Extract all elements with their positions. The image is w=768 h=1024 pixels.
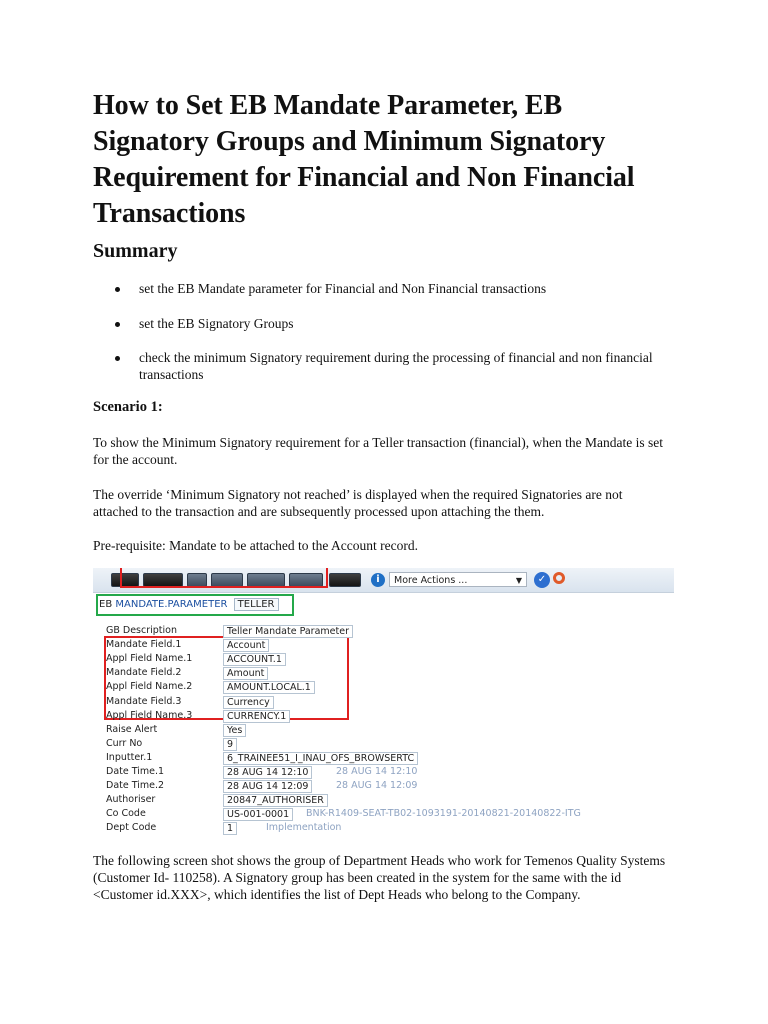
field-value[interactable]: 9	[223, 738, 237, 751]
record-id[interactable]: TELLER	[234, 598, 279, 611]
document-title: How to Set EB Mandate Parameter, EB Signatory Groups and Minimum Signatory Requirement for Financial and Non Financial Transactions	[93, 90, 635, 229]
application-bar: EB MANDATE.PARAMETER TELLER	[99, 598, 279, 611]
embedded-screenshot	[93, 568, 674, 835]
field-label: Mandate Field.3	[106, 695, 182, 707]
field-value[interactable]: Teller Mandate Parameter	[223, 625, 353, 638]
field-label: Appl Field Name.1	[106, 653, 193, 665]
field-value[interactable]: 28 AUG 14 12:09	[223, 780, 312, 793]
field-value[interactable]: Account	[223, 639, 269, 652]
field-value[interactable]: 1	[223, 822, 237, 835]
toolbar-highlight-box	[120, 568, 328, 588]
info-icon[interactable]: i	[371, 573, 385, 587]
help-ring-icon[interactable]	[553, 572, 565, 584]
field-label: Appl Field Name.3	[106, 709, 193, 721]
scenario-heading: Scenario 1:	[93, 399, 163, 415]
field-value[interactable]: Currency	[223, 696, 274, 709]
record-highlight-box	[96, 594, 294, 616]
field-enrichment: 28 AUG 14 12:10	[336, 766, 418, 777]
field-enrichment: Implementation	[266, 822, 342, 834]
field-value[interactable]: ACCOUNT.1	[223, 653, 286, 666]
field-label: Appl Field Name.2	[106, 681, 193, 693]
field-label: Date Time.1	[106, 766, 165, 777]
field-label: Raise Alert	[106, 723, 158, 735]
field-value[interactable]: 28 AUG 14 12:10	[223, 766, 312, 779]
field-enrichment: BNK-R1409-SEAT-TB02-1093191-20140821-20140822-ITG	[306, 808, 581, 820]
field-label: Mandate Field.2	[106, 667, 182, 679]
field-value[interactable]: Amount	[223, 667, 268, 680]
bullet-icon	[115, 322, 120, 327]
field-label: Curr No	[106, 737, 143, 749]
field-label: Mandate Field.1	[106, 639, 182, 651]
field-label: Inputter.1	[106, 751, 153, 763]
closing-paragraph: The following screen shot shows the group of Department Heads who work for Temenos Quality Systems (Customer Id- 110258). A Signatory group has been created in the system for the same with the id <Customer id.XXX>, which identifies the list of Dept Heads who belong to the Company.	[93, 853, 666, 902]
field-value[interactable]: Yes	[223, 724, 246, 737]
summary-heading: Summary	[93, 240, 178, 262]
field-label: Dept Code	[106, 822, 157, 834]
commit-icon[interactable]: ✓	[534, 572, 550, 588]
bullet-icon	[115, 287, 120, 292]
scenario-paragraph-2: The override ‘Minimum Signatory not reached’ is displayed when the required Signatories are not attached to the transaction and are subsequently processed upon attaching the them.	[93, 487, 623, 519]
field-value[interactable]: US-001-0001	[223, 808, 293, 821]
field-label: Date Time.2	[106, 780, 165, 792]
chevron-down-icon: ▼	[515, 576, 522, 585]
field-label: Co Code	[106, 808, 146, 820]
application-name[interactable]: MANDATE.PARAMETER	[115, 599, 228, 610]
field-enrichment: 28 AUG 14 12:09	[336, 780, 418, 792]
field-value[interactable]: 20847_AUTHORISER	[223, 794, 328, 807]
field-value[interactable]: AMOUNT.LOCAL.1	[223, 681, 315, 694]
document-page: How to Set EB Mandate Parameter, EB Signatory Groups and Minimum Signatory Requirement for Financial and Non Financial Transactions Summary set the EB Mandate parameter for Financial and Non Financial transactions set the EB Signatory Groups check the minimum Signatory requirement during the processing of financial and non financial transactions Scenario 1: To show the Minimum Signatory requirement for a Teller transaction (financial), when the Mandate is set for the account. The override ‘Minimum Signatory not reached’ is displayed when the required Signatories are not attached to the transaction and are subsequently processed upon attaching the them. Pre-requisite: Mandate to be attached to the Account record. i More Actions ... ▼ ✓ EB MANDATE.PARAMETER TELLER GB Description Teller Mandate Parameter Mandate Field.1 Account Appl Field Name.1 ACCOUNT.1 Mandate Field.2 Amount Appl Field Name.2 AMOUNT.LOCAL.1 Mandate Field.3 Currency Appl Field Name.3 CURRENCY.1 Raise Alert Yes Curr No 9 Inputter.1 6_TRAINEE51_I_INAU_OFS_BROWSERTC Date Time.1 28 AUG 14 12:10 28 AUG 14 12:10 Date Time.2 28 AUG 14 12:09 28 AUG 14 12:09 Authoriser 20847_AUTHORISER Co Code US-001-0001 BNK-R1409-SEAT-TB02-1093191-20140821-20140822-ITG Dept Code 1 Implementation The following screen shot shows the group of Department Heads who work for Temenos Quality Systems (Customer Id- 110258). A Signatory group has been created in the system for the same with the id <Customer id.XXX>, which identifies the list of Dept Heads who belong to the Company.	[93, 88, 683, 232]
bullet-icon	[115, 356, 120, 361]
more-actions-select[interactable]: More Actions ... ▼	[389, 572, 527, 587]
scenario-paragraph-1: To show the Minimum Signatory requirement for a Teller transaction (financial), when the Mandate is set for the account.	[93, 435, 663, 467]
field-value[interactable]: CURRENCY.1	[223, 710, 290, 723]
field-value[interactable]: 6_TRAINEE51_I_INAU_OFS_BROWSERTC	[223, 752, 418, 765]
field-label: GB Description	[106, 625, 178, 636]
field-label: Authoriser	[106, 794, 156, 806]
toolbar-button[interactable]	[329, 573, 361, 587]
prerequisite-paragraph: Pre-requisite: Mandate to be attached to the Account record.	[93, 538, 419, 553]
